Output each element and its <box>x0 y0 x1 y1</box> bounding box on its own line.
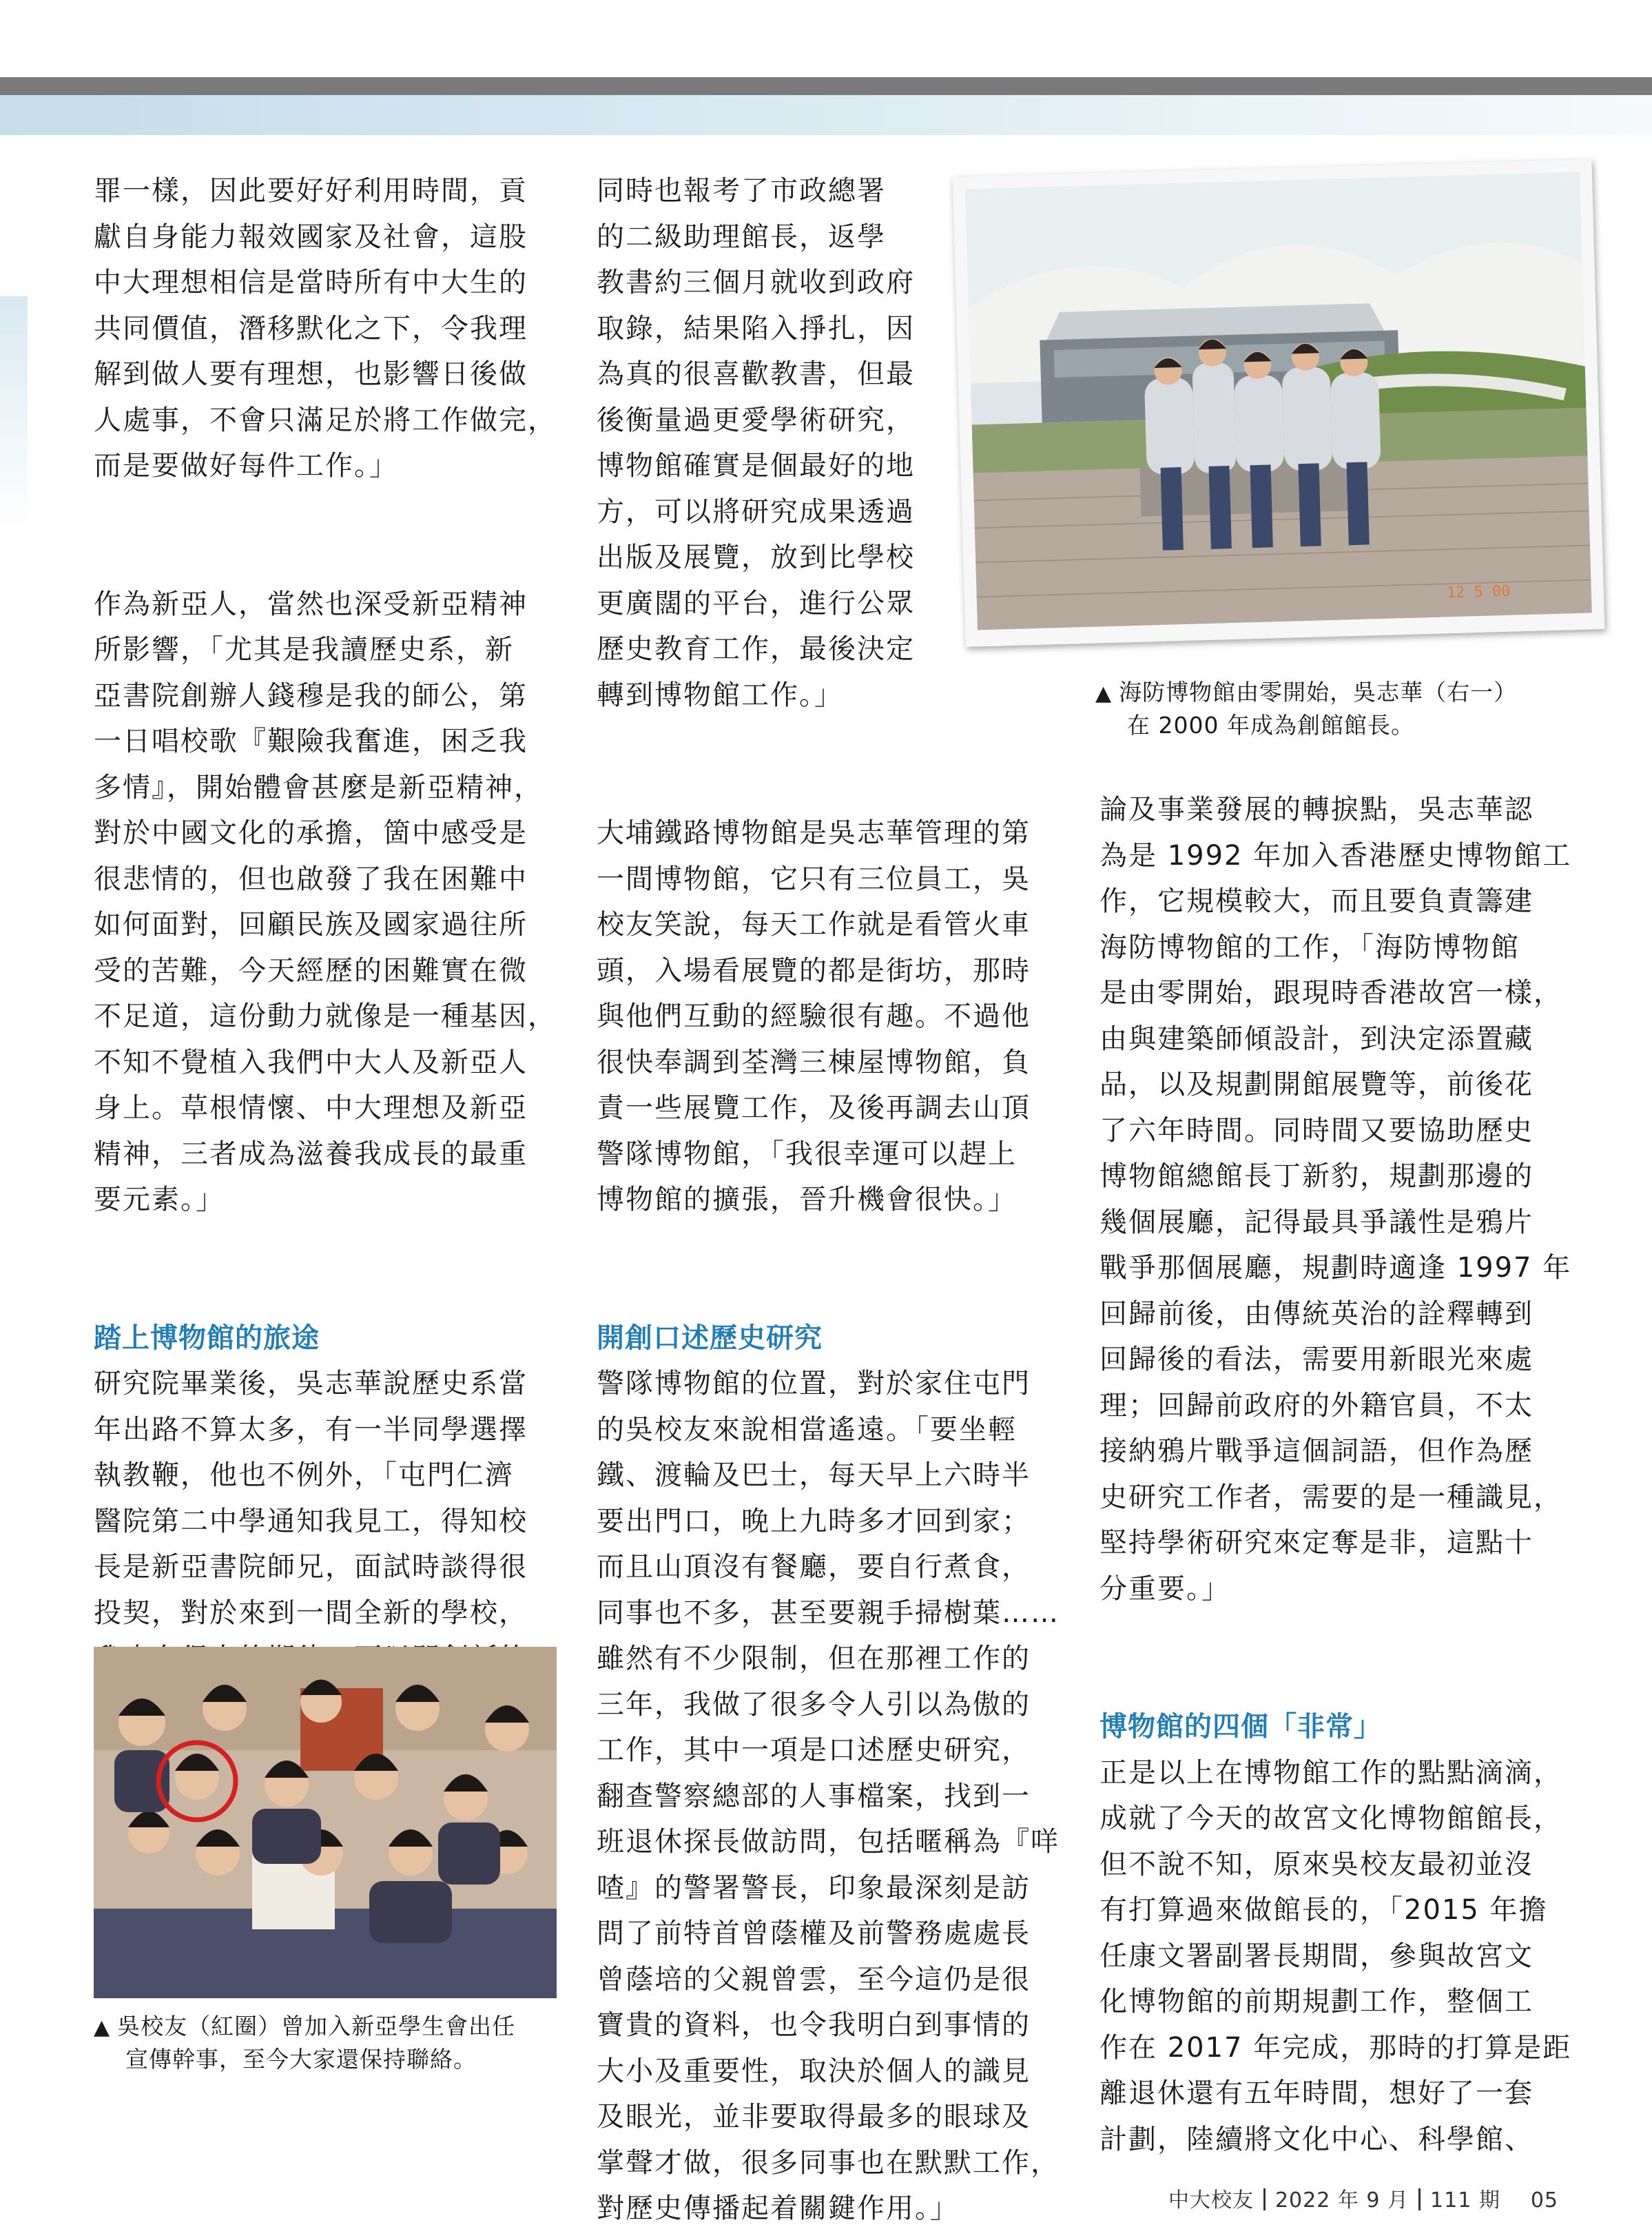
magazine-name: 中大校友 <box>1168 2188 1254 2213</box>
museum-staff-photo <box>953 159 1605 647</box>
issue-date: 2022 年 9 月 <box>1274 2188 1410 2213</box>
article-column-3 <box>1099 787 1572 2162</box>
section-heading: 踏上博物館的旅途 <box>94 1322 320 1354</box>
triangle-icon: ▲ <box>1095 681 1113 706</box>
paragraph: 作為新亞人，當然也深受新亞精神 所影響，「尤其是我讀歷史系，新 亞書院創辦人錢穆是我的師公，第 一日唱校歌『艱險我奮進，困乏我 多情』，開始體會甚麼是新亞精神， 對於中國文化的承擔，箇中感受是 很悲情的，但也啟發了我在困難中 如何面對，回顧民族及國家過往所 受的苦難，今天經歷的困難實在微 不足道，這份動力就像是一種基因， 不知不覺植入我們中大人及新亞人 身上。草根情懷、中大理想及新亞 精神，三者成為滋養我成長的最重 要元素。」 <box>94 588 557 1215</box>
paragraph: 罪一樣，因此要好好利用時間，貢 獻自身能力報效國家及社會，這股 中大理想相信是當時所有中大生的 共同價值，潛移默化之下，令我理 解到做人要有理想，也影響日後做 人處事，不會只滿足於將工作做完， 而是要做好每件工作。」 <box>94 175 557 482</box>
paragraph: 正是以上在博物館工作的點點滴滴， 成就了今天的故宮文化博物館館長， 但不說不知，原來吳校友最初並沒 有打算過來做館長的，「2015 年擔 任康文署副署長期間，參與故宮文 化博物館的前期規劃工作，整個工 作在 2017 年完成，那時的打算是距 離退休還有五年時間，想好了一套 計劃，陸續將文化中心、科學館、 <box>1099 1756 1572 2155</box>
museum-photo-image <box>953 159 1605 647</box>
paragraph: 大埔鐵路博物館是吳志華管理的第 一間博物館，它只有三位員工，吳 校友笑說，每天工作就是看管火車 頭，入場看展覽的都是街坊，那時 與他們互動的經驗很有趣。不過他 很快奉調到荃灣三棟屋博物館，負 責一些展覽工作，及後再調去山頂 警隊博物館，「我很幸運可以趕上 博物館的擴張，晉升機會很快。」 <box>597 817 1031 1215</box>
article-column-1 <box>94 168 562 1727</box>
student-union-photo <box>94 1647 557 1998</box>
section-heading: 博物館的四個「非常」 <box>1099 1711 1382 1743</box>
paragraph: 警隊博物館的位置，對於家住屯門 的吳校友來說相當遙遠。「要坐輕 鐵、渡輪及巴士，每天早上六時半 要出門口，晚上九時多才回到家； 而且山頂沒有餐廳，要自行煮食， 同事也不多，甚至要親手掃樹葉…… 雖然有不少限制，但在那裡工作的 三年，我做了很多令人引以為傲的 工作，其中一項是口述歷史研究， 翻查警察總部的人事檔案，找到一 班退休探長做訪問，包括暱稱為『咩 喳』的警署警長，印象最深刻是訪 問了前特首曾蔭權及前警務處處長 曾蔭培的父親曾雲，至今這仍是很 寶貴的資料，也令我明白到事情的 大小及重要性，取決於個人的識見 及眼光，並非要取得最多的眼球及 掌聲才做，很多同事也在默默工作， 對歷史傳播起着關鍵作用。」 <box>597 1368 1060 2224</box>
side-accent <box>0 296 28 531</box>
page-number: 05 <box>1530 2188 1558 2213</box>
issue-number: 111 期 <box>1430 2188 1500 2213</box>
section-heading: 開創口述歷史研究 <box>597 1322 823 1354</box>
students-photo-image <box>94 1647 557 1998</box>
paragraph: 同時也報考了市政總署 的二級助理館長，返學 教書約三個月就收到政府 取錄，結果陷入掙扎，因 為真的很喜歡教書，但最 後衡量過更愛學術研究， 博物館確實是個最好的地 方，可以將研究成果透過 出版及展覽，放到比學校 更廣闊的平台，進行公眾 歷史教育工作，最後決定 轉到博物館工作。」 <box>597 175 915 711</box>
header-rule <box>0 77 1652 95</box>
paragraph: 論及事業發展的轉捩點，吳志華認 為是 1992 年加入香港歷史博物館工 作，它規模較大，而且要負責籌建 海防博物館的工作，「海防博物館 是由零開始，跟現時香港故宮一樣， 由與建築師傾設計，到決定添置藏 品，以及規劃開館展覽等，前後花 了六年時間。同時間又要協助歷史 博物館總館長丁新豹，規劃那邊的 幾個展廳，記得最具爭議性是鴉片 戰爭那個展廳，規劃時適逢 1997 年 回歸前後，由傳統英治的詮釋轉到 回歸後的看法，需要用新眼光來處 理；回歸前政府的外籍官員，不太 接納鴉片戰爭這個詞語，但作為歷 史研究工作者，需要的是一種識見， 堅持學術研究來定奪是非，這點十 分重要。」 <box>1099 794 1572 1605</box>
students-photo-caption: ▲ 吳校友（紅圈）曾加入新亞學生會出任 宣傳幹事，至今大家還保持聯絡。 <box>94 2013 516 2073</box>
paragraph: 研究院畢業後，吳志華說歷史系當 年出路不算太多，有一半同學選擇 執教鞭，他也不例外，「屯門仁濟 醫院第二中學通知我見工，得知校 長是新亞書院師兄，面試時談得很 投契，對於來到一間全新的學校， <box>94 1368 528 1629</box>
museum-photo-caption: ▲ 海防博物館由零開始，吳志華（右一） 在 2000 年成為創館館長。 <box>1095 679 1518 739</box>
header-band <box>0 95 1652 135</box>
triangle-icon: ▲ <box>94 2015 111 2040</box>
svg-text:12 5 00: 12 5 00 <box>1446 582 1511 602</box>
page-footer <box>1168 2183 1558 2213</box>
